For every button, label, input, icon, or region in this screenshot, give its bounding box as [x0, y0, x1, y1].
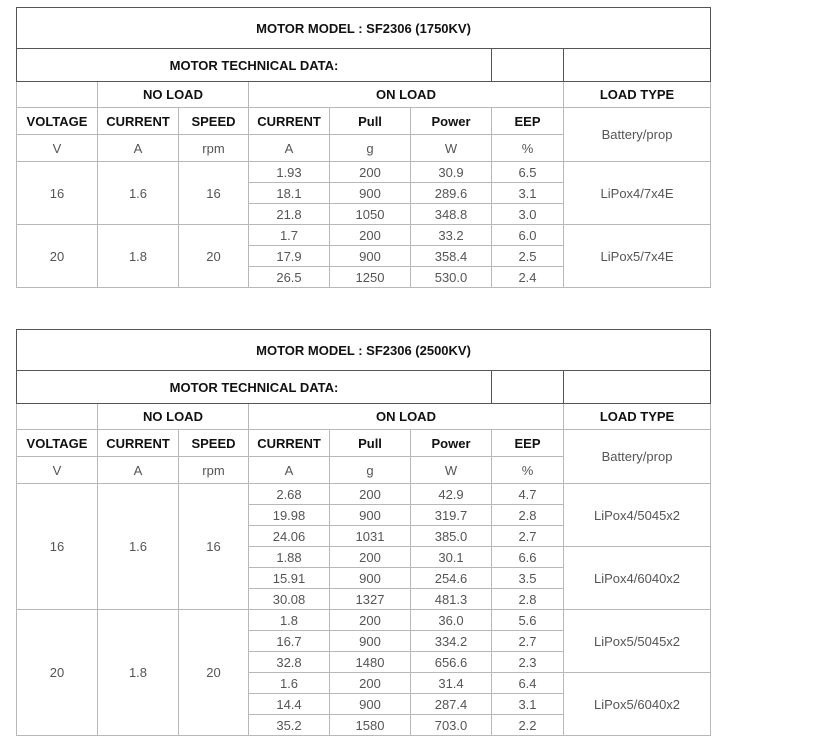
motor-model-title: MOTOR MODEL : SF2306 (1750KV)	[17, 8, 711, 49]
power-value: 254.6	[411, 568, 492, 589]
header-eep: EEP	[492, 108, 564, 135]
power-value: 385.0	[411, 526, 492, 547]
unit-current: A	[98, 135, 179, 162]
unit-load-current: A	[249, 135, 330, 162]
unit-pull: g	[330, 135, 411, 162]
unit-eep: %	[492, 135, 564, 162]
header-power: Power	[411, 430, 492, 457]
eep-value: 3.1	[492, 694, 564, 715]
power-value: 36.0	[411, 610, 492, 631]
technical-data-label: MOTOR TECHNICAL DATA:	[17, 49, 492, 82]
power-value: 358.4	[411, 246, 492, 267]
no-load-label: NO LOAD	[98, 82, 249, 108]
eep-value: 2.4	[492, 267, 564, 288]
load-current-value: 24.06	[249, 526, 330, 547]
speed-value: 20	[179, 225, 249, 288]
power-value: 31.4	[411, 673, 492, 694]
group-header-row	[17, 82, 711, 108]
empty-cell	[564, 49, 711, 82]
power-value: 703.0	[411, 715, 492, 736]
load-type-label: LOAD TYPE	[564, 404, 711, 430]
power-value: 348.8	[411, 204, 492, 225]
power-value: 481.3	[411, 589, 492, 610]
unit-voltage: V	[17, 457, 98, 484]
power-value: 42.9	[411, 484, 492, 505]
power-value: 656.6	[411, 652, 492, 673]
pull-value: 1480	[330, 652, 411, 673]
pull-value: 900	[330, 246, 411, 267]
group-header-row	[17, 404, 711, 430]
no-load-current-value: 1.6	[98, 162, 179, 225]
unit-load-current: A	[249, 457, 330, 484]
eep-value: 3.5	[492, 568, 564, 589]
unit-speed: rpm	[179, 457, 249, 484]
empty-cell	[492, 49, 564, 82]
battery-prop-value: LiPox5/6040x2	[564, 673, 711, 736]
load-current-value: 18.1	[249, 183, 330, 204]
pull-value: 900	[330, 183, 411, 204]
table-row	[17, 484, 711, 505]
header-load-current: CURRENT	[249, 430, 330, 457]
battery-prop-value: LiPox4/6040x2	[564, 547, 711, 610]
power-value: 33.2	[411, 225, 492, 246]
battery-prop-value: LiPox4/5045x2	[564, 484, 711, 547]
header-voltage: VOLTAGE	[17, 108, 98, 135]
power-value: 287.4	[411, 694, 492, 715]
battery-prop-value: LiPox5/5045x2	[564, 610, 711, 673]
load-current-value: 32.8	[249, 652, 330, 673]
eep-value: 6.6	[492, 547, 564, 568]
voltage-value: 16	[17, 162, 98, 225]
technical-data-label: MOTOR TECHNICAL DATA:	[17, 371, 492, 404]
empty-cell	[17, 82, 98, 108]
header-load-current: CURRENT	[249, 108, 330, 135]
load-current-value: 1.8	[249, 610, 330, 631]
load-current-value: 26.5	[249, 267, 330, 288]
battery-prop-label: Battery/prop	[564, 108, 711, 162]
power-value: 289.6	[411, 183, 492, 204]
load-current-value: 19.98	[249, 505, 330, 526]
eep-value: 4.7	[492, 484, 564, 505]
header-current: CURRENT	[98, 430, 179, 457]
load-current-value: 1.88	[249, 547, 330, 568]
pull-value: 200	[330, 673, 411, 694]
tech-row	[17, 371, 711, 404]
pull-value: 1250	[330, 267, 411, 288]
eep-value: 2.8	[492, 505, 564, 526]
eep-value: 2.8	[492, 589, 564, 610]
header-current: CURRENT	[98, 108, 179, 135]
table-row	[17, 162, 711, 183]
table-row	[17, 225, 711, 246]
eep-value: 2.2	[492, 715, 564, 736]
unit-current: A	[98, 457, 179, 484]
pull-value: 200	[330, 484, 411, 505]
load-current-value: 35.2	[249, 715, 330, 736]
eep-value: 2.5	[492, 246, 564, 267]
no-load-label: NO LOAD	[98, 404, 249, 430]
empty-cell	[492, 371, 564, 404]
pull-value: 900	[330, 694, 411, 715]
column-header-row	[17, 108, 711, 135]
on-load-label: ON LOAD	[249, 404, 564, 430]
empty-cell	[17, 404, 98, 430]
no-load-current-value: 1.8	[98, 225, 179, 288]
load-current-value: 14.4	[249, 694, 330, 715]
unit-power: W	[411, 457, 492, 484]
battery-prop-label: Battery/prop	[564, 430, 711, 484]
eep-value: 6.0	[492, 225, 564, 246]
power-value: 334.2	[411, 631, 492, 652]
title-row	[17, 330, 711, 371]
pull-value: 200	[330, 610, 411, 631]
pull-value: 1031	[330, 526, 411, 547]
tech-row	[17, 49, 711, 82]
eep-value: 6.4	[492, 673, 564, 694]
pull-value: 200	[330, 162, 411, 183]
load-type-label: LOAD TYPE	[564, 82, 711, 108]
motor-model-title: MOTOR MODEL : SF2306 (2500KV)	[17, 330, 711, 371]
unit-pull: g	[330, 457, 411, 484]
load-current-value: 30.08	[249, 589, 330, 610]
header-pull: Pull	[330, 430, 411, 457]
pull-value: 900	[330, 631, 411, 652]
load-current-value: 2.68	[249, 484, 330, 505]
eep-value: 2.7	[492, 526, 564, 547]
pull-value: 200	[330, 547, 411, 568]
eep-value: 2.3	[492, 652, 564, 673]
column-header-row	[17, 430, 711, 457]
motor-spec-table-2500kv	[16, 329, 711, 736]
load-current-value: 1.6	[249, 673, 330, 694]
pull-value: 1327	[330, 589, 411, 610]
power-value: 30.9	[411, 162, 492, 183]
pull-value: 900	[330, 568, 411, 589]
speed-value: 16	[179, 484, 249, 610]
battery-prop-value: LiPox5/7x4E	[564, 225, 711, 288]
load-current-value: 21.8	[249, 204, 330, 225]
unit-eep: %	[492, 457, 564, 484]
no-load-current-value: 1.8	[98, 610, 179, 736]
header-power: Power	[411, 108, 492, 135]
unit-power: W	[411, 135, 492, 162]
eep-value: 3.1	[492, 183, 564, 204]
eep-value: 2.7	[492, 631, 564, 652]
on-load-label: ON LOAD	[249, 82, 564, 108]
pull-value: 1580	[330, 715, 411, 736]
no-load-current-value: 1.6	[98, 484, 179, 610]
table-row	[17, 610, 711, 631]
unit-speed: rpm	[179, 135, 249, 162]
motor-spec-table-1750kv	[16, 7, 711, 288]
eep-value: 6.5	[492, 162, 564, 183]
load-current-value: 1.93	[249, 162, 330, 183]
power-value: 530.0	[411, 267, 492, 288]
header-speed: SPEED	[179, 108, 249, 135]
voltage-value: 16	[17, 484, 98, 610]
load-current-value: 16.7	[249, 631, 330, 652]
eep-value: 5.6	[492, 610, 564, 631]
battery-prop-value: LiPox4/7x4E	[564, 162, 711, 225]
pull-value: 200	[330, 225, 411, 246]
pull-value: 900	[330, 505, 411, 526]
speed-value: 16	[179, 162, 249, 225]
voltage-value: 20	[17, 225, 98, 288]
power-value: 30.1	[411, 547, 492, 568]
header-speed: SPEED	[179, 430, 249, 457]
load-current-value: 17.9	[249, 246, 330, 267]
unit-voltage: V	[17, 135, 98, 162]
header-pull: Pull	[330, 108, 411, 135]
pull-value: 1050	[330, 204, 411, 225]
speed-value: 20	[179, 610, 249, 736]
power-value: 319.7	[411, 505, 492, 526]
load-current-value: 1.7	[249, 225, 330, 246]
header-eep: EEP	[492, 430, 564, 457]
voltage-value: 20	[17, 610, 98, 736]
load-current-value: 15.91	[249, 568, 330, 589]
header-voltage: VOLTAGE	[17, 430, 98, 457]
title-row	[17, 8, 711, 49]
empty-cell	[564, 371, 711, 404]
eep-value: 3.0	[492, 204, 564, 225]
